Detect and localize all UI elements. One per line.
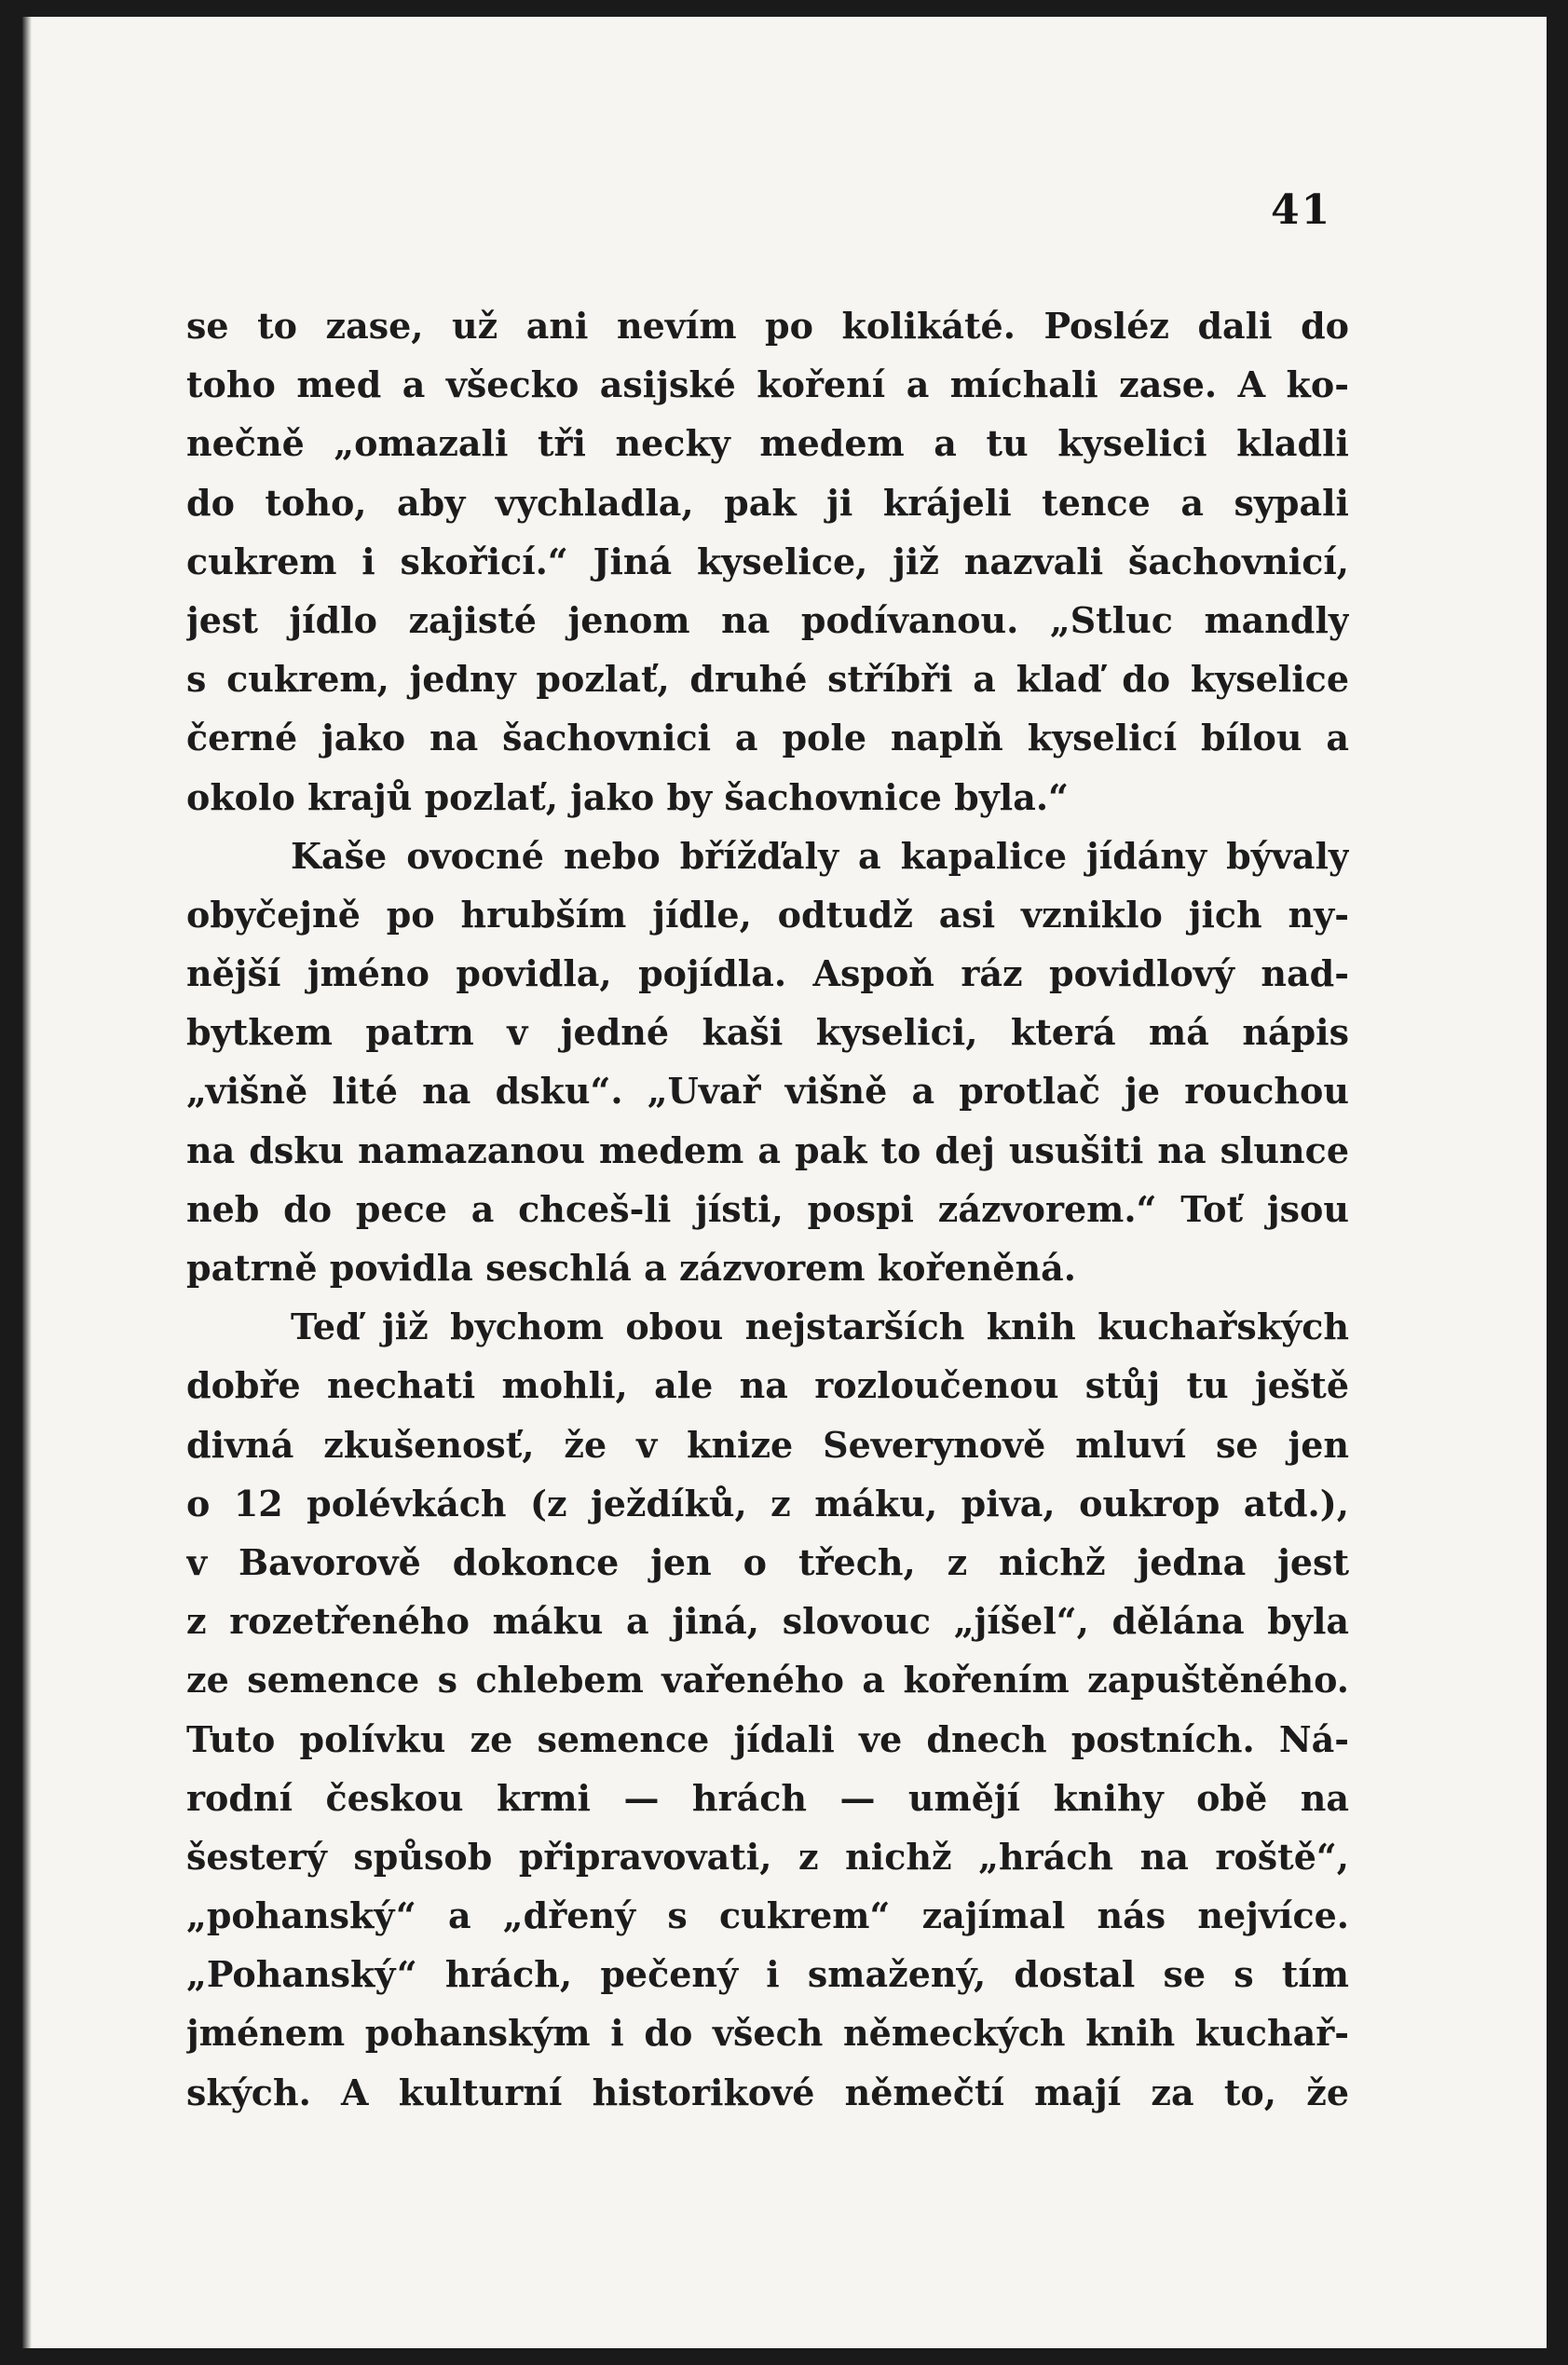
text-line: ských. A kulturní historikové němečtí mají za to, že — [186, 2071, 1349, 2113]
text-line: divná zkušenosť, že v knize Severynově mluví se jen — [186, 1423, 1349, 1466]
text-line: šesterý spůsob připravovati, z nichž „hrách na roště“, — [186, 1835, 1349, 1878]
body-text — [186, 296, 1349, 2122]
text-line: bytkem patrn v jedné kaši kyselici, která má nápis — [186, 1011, 1349, 1054]
text-line: jménem pohanským i do všech německých knih kuchař- — [186, 2012, 1349, 2055]
text-line: „Pohanský“ hrách, pečený i smažený, dostal se s tím — [186, 1953, 1349, 1996]
page-binding-edge — [22, 17, 32, 2348]
text-line: „višně lité na dsku“. „Uvař višně a protlač je rouchou — [186, 1070, 1349, 1113]
text-line: do toho, aby vychladla, pak ji krájeli tence a sypali — [186, 481, 1349, 524]
text-line: toho med a všecko asijské koření a míchali zase. A ko- — [186, 363, 1349, 406]
page-number: 41 — [1271, 186, 1332, 234]
text-line: z rozetřeného máku a jiná, slovouc „jíšel“, dělána byla — [186, 1600, 1349, 1643]
text-line: okolo krajů pozlať, jako by šachovnice byla.“ — [186, 775, 1069, 818]
text-line: Tuto polívku ze semence jídali ve dnech postních. Ná- — [186, 1717, 1349, 1760]
text-line: černé jako na šachovnici a pole naplň kyselicí bílou a — [186, 717, 1349, 759]
text-line: ze semence s chlebem vařeného a kořením zapuštěného. — [186, 1659, 1349, 1702]
text-line: se to zase, už ani nevím po kolikáté. Posléz dali do — [186, 305, 1349, 347]
text-line: neb do pece a chceš-li jísti, pospi zázvorem.“ Toť jsou — [186, 1187, 1349, 1230]
text-line: „pohanský“ a „dřený s cukrem“ zajímal nás nejvíce. — [186, 1894, 1349, 1937]
text-line: nečně „omazali tři necky medem a tu kyselici kladli — [186, 422, 1349, 465]
text-line: v Bavorově dokonce jen o třech, z nichž jedna jest — [186, 1540, 1349, 1583]
text-line: dobře nechati mohli, ale na rozloučenou stůj tu ještě — [186, 1364, 1349, 1407]
text-line: na dsku namazanou medem a pak to dej usušiti na slunce — [186, 1128, 1349, 1171]
text-line: jest jídlo zajisté jenom na podívanou. „Stluc mandly — [186, 598, 1349, 641]
text-line: Teď již bychom obou nejstarších knih kuchařských — [291, 1306, 1349, 1348]
text-line: Kaše ovocné nebo břížďaly a kapalice jídány bývaly — [291, 834, 1349, 877]
text-line: o 12 polévkách (z ježdíků, z máku, piva, oukrop atd.), — [186, 1482, 1349, 1524]
text-line: nější jméno povidla, pojídla. Aspoň ráz povidlový nad- — [186, 952, 1349, 995]
book-page — [22, 17, 1547, 2348]
text-line: s cukrem, jedny pozlať, druhé stříbři a klaď do kyselice — [186, 658, 1349, 701]
text-line: patrně povidla seschlá a zázvorem kořeněná. — [186, 1247, 1076, 1289]
text-line: cukrem i skořicí.“ Jiná kyselice, již nazvali šachovnicí, — [186, 540, 1349, 582]
text-line: obyčejně po hrubším jídle, odtudž asi vzniklo jich ny- — [186, 893, 1349, 936]
text-line: rodní českou krmi — hrách — umějí knihy obě na — [186, 1776, 1349, 1819]
